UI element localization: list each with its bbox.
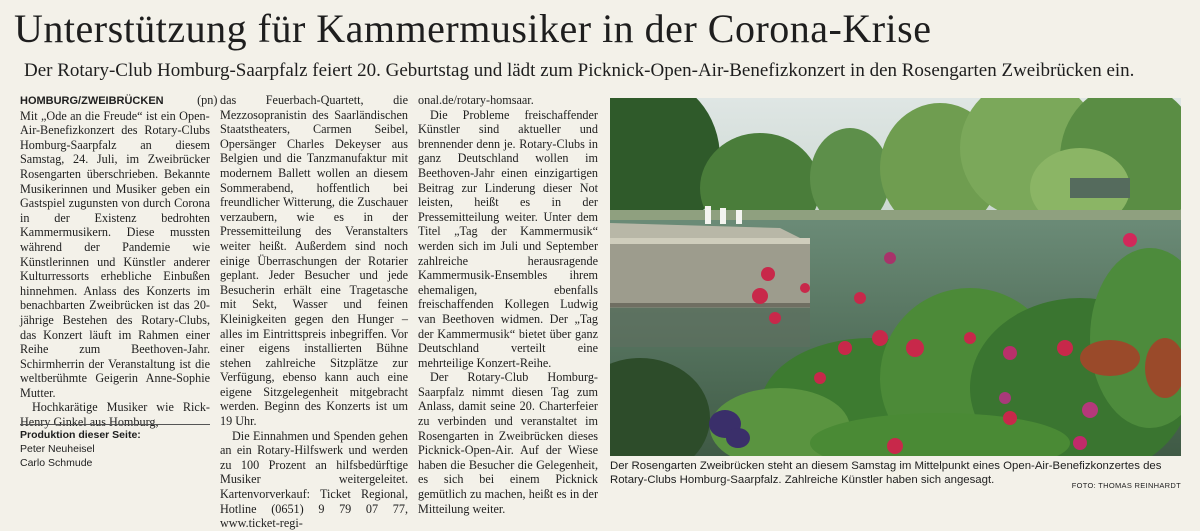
dateline: HOMBURG/ZWEIBRÜCKEN	[20, 95, 164, 107]
article-column-2	[220, 93, 408, 531]
author-tag: (pn)	[197, 93, 218, 107]
article-paragraph	[20, 93, 218, 400]
article-paragraph: Hochkarätige Musiker wie Rick-Henry Ginkel aus Homburg,	[20, 400, 210, 430]
concrete-terrace	[610, 223, 810, 347]
article-subheadline: Der Rotary-Club Homburg-Saarpfalz feiert 20. Geburtstag und lädt zum Picknick-Open-Air-Benefizkonzert in den Rosengarten Zweibrücken ein.	[24, 60, 1135, 81]
article-text: Mit „Ode an die Freude“ ist ein Open-Air-Benefizkonzert des Rotary-Clubs Homburg-Saarpfalz an diesem Samstag, 24. Juli, im Zweibrücker Rosengarten überschrieben. Bekannte Musikerinnen und Musiker geben ein Gastspiel zugunsten von durch Corona in der Existenz bedrohten Kammermusikern. Diese mussten während der Pandemie wie Künstlerinnen und Künstler anderer Kulturressorts erhebliche Einbußen hinnehmen. Anlass des Konzerts im benachbarten Zweibrücken ist das 20-jährige Bestehen des Rotary-Clubs, das Konzert läuft im Rahmen einer Reihe zum Beethoven-Jahr. Schirmherrin der Veranstaltung ist die weltberühmte Geigerin Anne-Sophie Mutter.	[20, 108, 210, 400]
credits-name: Carlo Schmude	[20, 457, 93, 469]
rose-garden-photo	[610, 98, 1181, 456]
photo-credit: FOTO: THOMAS REINHARDT	[1071, 481, 1181, 490]
article-column-1	[20, 93, 218, 430]
article-headline: Unterstützung für Kammermusiker in der Corona-Krise	[14, 6, 932, 51]
far-shore	[610, 210, 1181, 220]
rose-garden-illustration	[610, 98, 1181, 456]
article-paragraph: Die Probleme freischaffender Künstler sind aktueller und brennender denn je. Rotary-Clubs in ganz Deutschland wollen im Beethoven-Jahr einen einzigartigen Beitrag zur Linderung dieser Not leisten, heißt es in der Pressemitteilung weiter. Unter dem Titel „Tag der Kammermusik“ werden sich im Juli und September zahlreiche herausragende Kammermusik-Ensembles ihrem ehemaligen, ebenfalls freischaffenden Kollegen Ludwig van Beethoven widmen. Der „Tag der Kammermusik“ bietet über ganz Deutschland verteilt eine mehrteilige Konzert-Reihe.	[418, 107, 598, 370]
article-paragraph: Der Rotary-Club Homburg-Saarpfalz nimmt diesen Tag zum Anlass, damit seine 20. Charterfeier zu verbinden und veranstaltet im Rosengarten in Zweibrücken dieses Picknick-Open-Air. Auf der Wiese haben die Besucher die Gelegenheit, es sich bei einem Picknick gemütlich zu machen, heißt es in der Mitteilung weiter.	[418, 370, 598, 516]
page-production-credits	[20, 424, 210, 470]
credits-title: Produktion dieser Seite:	[20, 429, 141, 441]
credits-name: Peter Neuheisel	[20, 443, 95, 455]
photo-caption: Der Rosengarten Zweibrücken steht an diesem Samstag im Mittelpunkt eines Open-Air-Benefizkonzertes des Rotary-Clubs Homburg-Saarpfalz. Zahlreiche Künstler haben sich angesagt.	[610, 460, 1162, 486]
article-paragraph: onal.de/rotary-homsaar.	[418, 93, 534, 107]
article-paragraph: das Feuerbach-Quartett, die Mezzosopranistin des Saarländischen Staatstheaters, Carmen Seibel, Opersänger Charles Dekeyser aus Belgien und die Tanzmanufaktur mit modernem Ballett wollen an diesem Sommerabend, hoffentlich bei freundlicher Witterung, die Zuschauer verzaubern, wie es in der Pressemitteilung des Veranstalters weiter heißt. Außerdem sind noch einige Überraschungen der Rotarier geplant. Jeder Besucher und jede Besucherin erhält eine Tragetasche mit Sekt, Wasser und feinen Kleinigkeiten gegen den Hunger – alles im Eintrittspreis inbegriffen. Vor einer eigens installierten Bühne stehen zahlreiche Sitzplätze zur Verfügung, ebenso kann auch eine eigene Sitzgelegenheit mitgebracht werden. Beginn des Konzerts ist um 19 Uhr.	[220, 93, 408, 429]
article-column-3	[418, 93, 598, 516]
article-paragraph: Die Einnahmen und Spenden gehen an ein Rotary-Hilfswerk und werden zu 100 Prozent an hilfsbedürftige Musiker weitergeleitet. Kartenvorverkauf: Ticket Regional, Hotline (0651) 9 79 07 77, www.ticket-regi-	[220, 428, 408, 531]
